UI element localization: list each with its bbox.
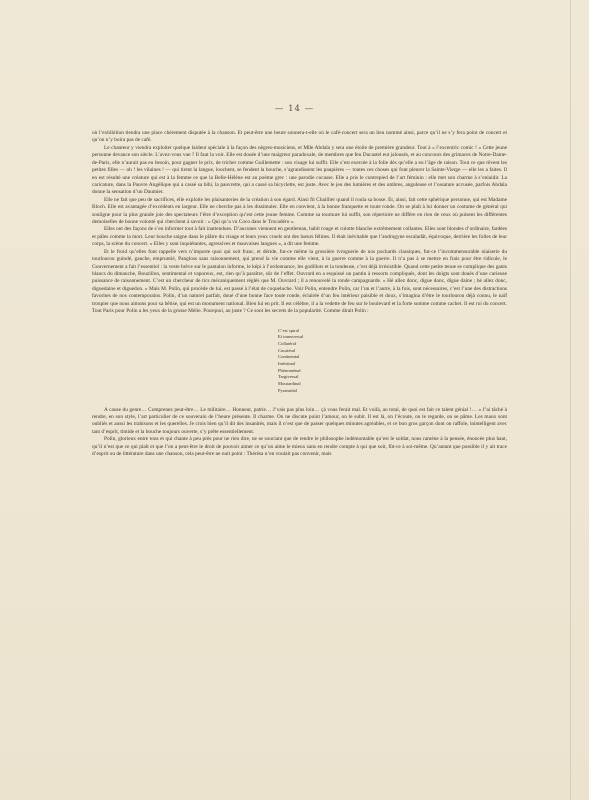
paragraph: Le chanteur y viendra exploiter quelque laideur spéciale à la façon des nègres-musiciens, et Mlle Abdala y sera une étoile de première grandeur. Tout à « l’excentric comic ! » Cette jeune personne devance son siècle. L’avez-vous vue ? Il faut la voir. Elle est douée d’une maigreur paradoxale, de membres que feu Ducastel eut jalousés, et au concours des grimaces de Notre-Dame-de-Paris, elle n’aurait pas eu besoin, pour gagner le prix, de tricher comme Guillemette : son visage lui suffit. Elle s’est exercée à la folie dès qu’elle a eu l’âge de raison. Tout ce que rêvent les petites filles — oh ! les vilaines ! — qui tirent la langue, louchent, se fendent la bouche, s’agrandissent les paupières — toutes ces choses qui font pleurer la Sainte-Vierge — elle les a faites. Il en est résulté une créature qui est à la femme ce que la Belle-Hélène est au poème grec : une parodie cocasse. Elle a pris le contrepied de l’art féminin : elle met son charme à s’enlaidir. La caricature, dans la Pauvre Angélique qui a cassé sa bibi, la pauvrette, qui a cassé sa bicyclette, est juste. Avec le jeu des lumières et des ombres, anguleuse et l’ossature accusée, parfois Abdala donne la sensation d’un Daumier.: [92, 144, 507, 196]
page-number: — 14 —: [274, 104, 315, 114]
verse-line: Phénoménal: [278, 367, 301, 373]
paragraph: où l’exhibition tiendra une place chèrement disputée à la chanson. Et peut-être une heure sonnera-t-elle où le café-concert sera un lieu nommé ainsi, parce qu’il ne s’y fera point de concert et qu’on n’y boira pas de café.: [92, 130, 507, 144]
verse-line: C’est spiral: [278, 327, 300, 333]
song-verse: [278, 328, 507, 395]
paragraph: Et le froid qu’elles font rappelle vers n’importe quoi qui soit franc, et déride, fut-ce même la grossière ivrognerie de nos pochards classiques, fut-ce l’incommensurable niaiserie du tourlourou guindé, gauche, empruntié, Pangloss sans raisonnement, qui prend la vie comme elle vient, à la guerre comme à la guerre. Il n’a pas à se mettre en frais pour être ridicule, le Gouvernement a fait l’essentiel : la veste brève sur le pantalon informe, le képi à l’ordonnance, les godillots et la tondeuse, c’est déjà irrésistible. Quand cette petite tenue se complique des gants blancs du dimanche, Bouzillon, sentimental et vaporeux, est, rien qu’à paraître, sûr de l’effet. Ouvrard en a esquissé un pantin à ressorts compliqués, dont les doigts sont doués d’une curieuse puissance de raisonnement. C’est un chercheur de tics mécaniquement réglés que M. Ouvrard ; il a renouvelé la ronde campagnarde. « Hé allez donc, digue donc, digue daine ; hé allez donc, diguedaine et diguedon. » Mais M. Polin, qui procède de lui, est passé à l’état de coqueluche. Voir Polin, entendre Polin, car l’un et l’autre, à la fois, sont nécessaires, c’est l’une des distractions favorites de nos contemporains. Polin, d’un naturel parfait, doué d’une bonne face toute ronde, éclairée d’un feu intérieur paisible et doux, s’imagina d’être le tourlourou déjà connu, le naïf troupier que nous aimons pour sa bêtise, qui est un monument national. Bien lui en prit. Il est célèbre, il a la vedette de feu sur le boulevard et la forte somme comme cachet. Il est roi du concert. Tout Paris pour Polin a les yeux de la grosse Mélie. Pourquoi, au juste ? Ce sont les secrets de la popularité. Comme dirait Polin :: [92, 248, 507, 315]
verse-line: Continental: [278, 354, 300, 360]
verse-line: Moutardinal: [278, 381, 301, 387]
paragraph: Polin, glorieux entre tous et qui chante à peu près pour ne rien dire, ne se souciant que de rendre le philosophe indémontable qu’est le soldat, nous ramène à la pensée, énoncée plus haut, qu’il n’est que ce qui plaît et que l’on a peut-être le droit de pouvoir aimer ce qu’on aime le mieux sans en rendre compte à qui que soit, fût-ce à soi-même. Qu’autant que possible il y ait trace d’esprit ou de littérature dans une chanson, cela peut-être ne nuit point : Thérésa n’en voulait pas convenir, mais: [92, 436, 507, 458]
paragraph: A cause du genre… Comprenez peut-être… Le militaire… Honneur, patrie… J’vais pas plus loin… çà vous ferait mal. Et voilà, au total, de quoi est fait ce talent génial !… « J’ai tâché à rendre, en son style, l’art particulier de ce souverain de l’heure présente. Il charme. On ne discute point l’amour, on le subit. Il est là, on l’écoute, on le regarde, on se pâme. Les maux sont oubliés et aussi les trahisons et les querelles. Je crois bien qu’il dit des insanités, mais il n’est que de passer quelques minutes agréables, et ce bon gros garçon dont on raffole, inintelligent avec tant d’esprit, timide et la bouche toujours ouverte, s’y prête essentiellement.: [92, 406, 507, 435]
verse-line: Pyramidal: [278, 387, 297, 393]
verse-line: Cacatéral: [278, 347, 296, 353]
paragraph: Elles ont des façons de s’en informer tout à fait inattendues. D’aucunes viennent en gentleman, habit rouge et culotte blanche extrêmement collantes. Elles sont blondes d’ordinaire, fardées et pâles comme la mort. Leur bouche saigne dans le plâtre du visage et leurs yeux cruels ont des lueurs félines. Il était inévitable que l’androgyne escaladât, équivoque, derrière les folles de leur corps, la scène du concert. « Elles y sont inquiétantes, agressives et mauvaises langues », a dit une femme.: [92, 226, 507, 248]
verse-line: Et transversal: [278, 334, 304, 340]
verse-line: Targiversal: [278, 374, 299, 380]
verse-line: Collatéral: [278, 340, 297, 346]
page-fold-line: [570, 0, 571, 800]
body-text: [92, 130, 507, 459]
paragraph: Elle ne fait que peu de sacrifices, elle exploite les plaisanteries de la création à son égard. Ainsi fit Chaillier quand il roula sa bosse. Et, ainsi, fait cette sphérique personne, qui est Madame Bloch. Elle est avantagée d’excédents en largeur. Elle ne cherche pas à les dissimuler. Elle en convient, à la bonne franquette et toute ronde. On se plaît à lui donner un costume de général qui souligne pour la plus grande joie des spectateurs l’être d’exception qu’est cette jeune femme. Comme sa tournure lui suffit, son répertoire ne diffère en rien de ceux où puisent les différentes demoiselles de bonne volonté qui cherchent à savoir : « Qui qu’a vu Coco dans le Trocadéro ».: [92, 196, 507, 226]
verse-line: Intéstinal: [278, 361, 296, 367]
